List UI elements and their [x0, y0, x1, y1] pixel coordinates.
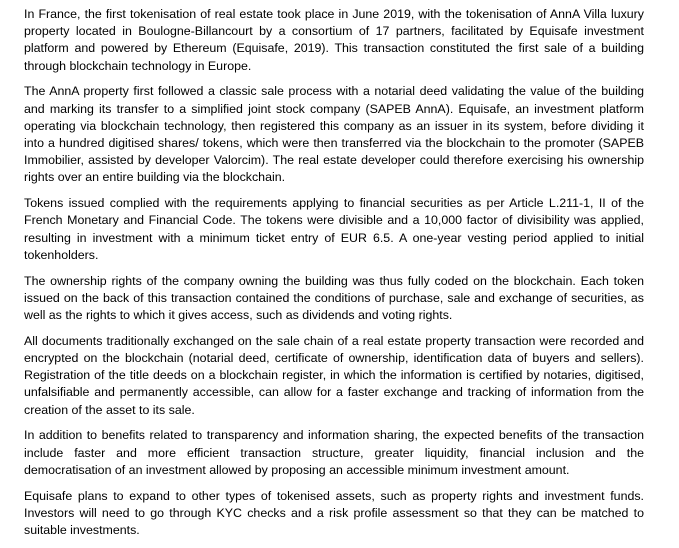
- paragraph-expansion-plans: Equisafe plans to expand to other types of tokenised assets, such as property rights and investment funds. Investors will need to go through KYC checks and a risk profile assessment so that they can be matched to suitable investments.: [24, 488, 644, 538]
- paragraph-first-tokenisation: In France, the first tokenisation of real estate took place in June 2019, with the tokenisation of AnnA Villa luxury property located in Boulogne-Billancourt by a consortium of 17 partners, facilitated by Equisafe investment platform and powered by Ethereum (Equisafe, 2019). This transaction constituted the first sale of a building through blockchain technology in Europe.: [24, 7, 644, 73]
- paragraph-token-requirements: Tokens issued complied with the requirements applying to financial securities as per Article L.211-1, II of the French Monetary and Financial Code. The tokens were divisible and a 10,000 factor of divisibility was applied, resulting in investment with a minimum ticket entry of EUR 6.5. A one-year vesting period applied to initial tokenholders.: [24, 196, 644, 262]
- document-body: [24, 6, 644, 548]
- paragraph-ownership-rights: The ownership rights of the company owning the building was thus fully coded on the blockchain. Each token issued on the back of this transaction contained the conditions of purchase, sale and exchange of securities, as well as the rights to which it gives access, such as dividends and voting rights.: [24, 273, 644, 323]
- paragraph-sale-process: The AnnA property first followed a classic sale process with a notarial deed validating the value of the building and marking its transfer to a simplified joint stock company (SAPEB AnnA). Equisafe, an investment platform operating via blockchain technology, then registered this company as an issuer in its system, before dividing it into a hundred digitised shares/ tokens, which were then transferred via the blockchain to the promoter (SAPEB Immobilier, assisted by developer Valorcim). The real estate developer could therefore exercising his ownership rights over an entire building via the blockchain.: [24, 84, 644, 185]
- paragraph-documents-recorded: All documents traditionally exchanged on the sale chain of a real estate property transaction were recorded and encrypted on the blockchain (notarial deed, certificate of ownership, identification data of buyers and sellers). Registration of the title deeds on a blockchain register, in which the information is certified by notaries, digitised, unfalsifiable and permanently accessible, can allow for a faster exchange and tracking of information from the creation of the asset to its sale.: [24, 333, 644, 417]
- paragraph-expected-benefits: In addition to benefits related to transparency and information sharing, the expected benefits of the transaction include faster and more efficient transaction structure, greater liquidity, financial inclusion and the democratisation of an investment allowed by proposing an accessible minimum investment amount.: [24, 428, 644, 477]
